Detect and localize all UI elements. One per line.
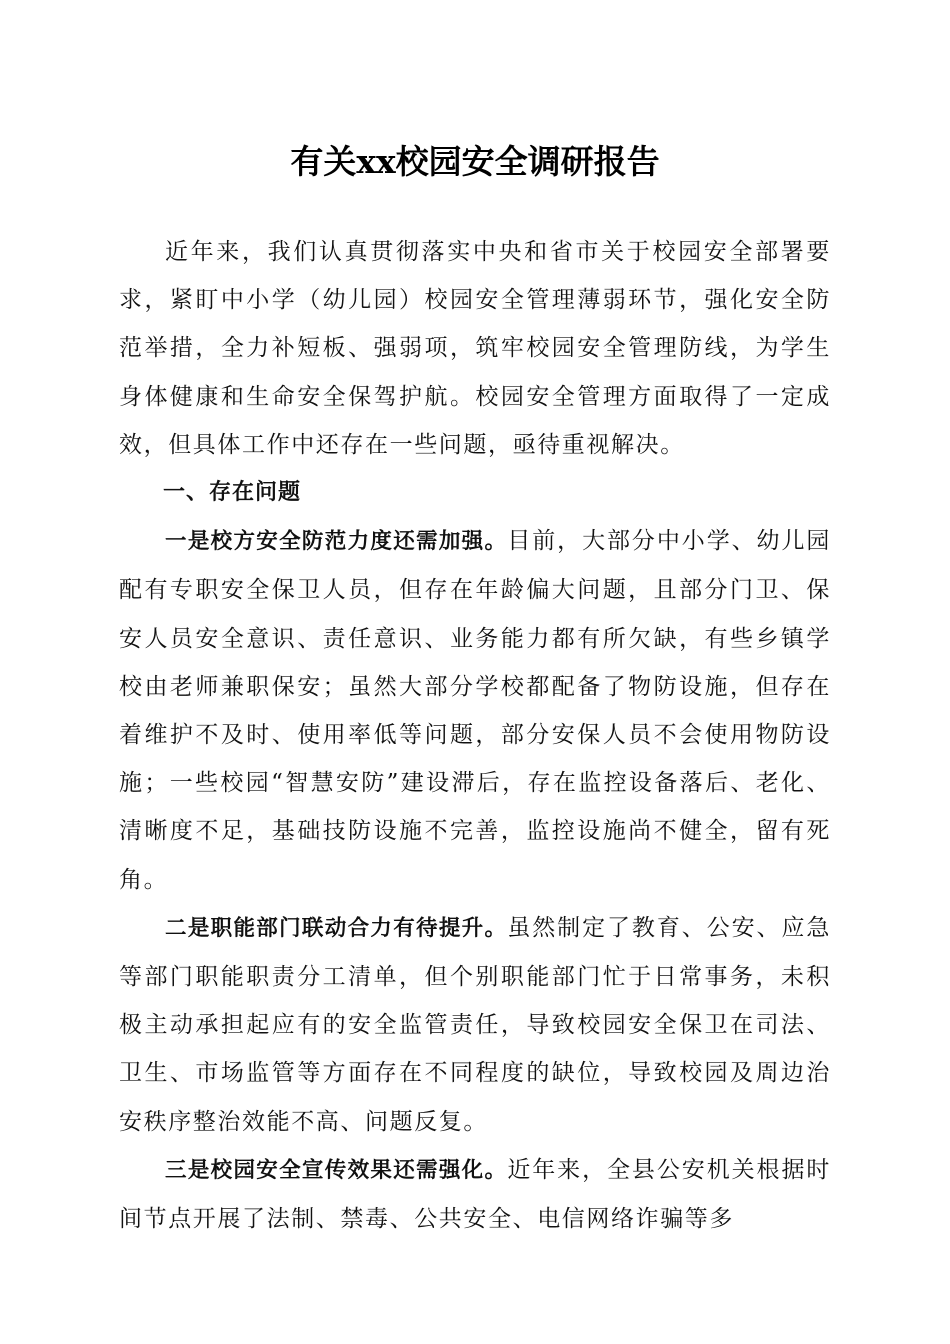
intro-paragraph: 近年来，我们认真贯彻落实中央和省市关于校园安全部署要求，紧盯中小学（幼儿园）校园安全管理薄弱环节，强化安全防范举措，全力补短板、强弱项，筑牢校园安全管理防线，为学生身体健康和生命安全保驾护航。校园安全管理方面取得了一定成效，但具体工作中还存在一些问题，亟待重视解决。 xyxy=(119,239,831,458)
section-heading-problems: 一、存在问题 xyxy=(163,480,302,506)
problem-item-3-lead: 三是校园安全宣传效果还需强化。 xyxy=(165,1157,508,1183)
problem-item-1 xyxy=(119,517,831,904)
problem-item-2 xyxy=(119,904,831,1146)
problem-item-1-text: 目前，大部分中小学、幼儿园配有专职安全保卫人员，但存在年龄偏大问题，且部分门卫、保安人员安全意识、责任意识、业务能力都有所欠缺，有些乡镇学校由老师兼职保安；虽然大部分学校都配备了物防设施，但存在着维护不及时、使用率低等问题，部分安保人员不会使用物防设施；一些校园“智慧安防”建设滞后，存在监控设备落后、老化、清晰度不足，基础技防设施不完善，监控设施尚不健全，留有死角。 xyxy=(119,528,831,893)
problem-item-2-lead: 二是职能部门联动合力有待提升。 xyxy=(165,915,508,941)
problem-item-3 xyxy=(119,1146,831,1243)
problem-item-3-text: 近年来，全县公安机关根据时间节点开展了法制、禁毒、公共安全、电信网络诈骗等多 xyxy=(119,1156,831,1233)
problem-item-1-lead: 一是校方安全防范力度还需加强。 xyxy=(165,529,508,555)
document-body xyxy=(119,228,831,1243)
problem-item-2-text: 虽然制定了教育、公安、应急等部门职能职责分工清单，但个别职能部门忙于日常事务，未积极主动承担起应有的安全监管责任，导致校园安全保卫在司法、卫生、市场监管等方面存在不同程度的缺位，导致校园及周边治安秩序整治效能不高、问题反复。 xyxy=(119,914,831,1135)
document-title: 有关xx校园安全调研报告 xyxy=(290,142,660,181)
